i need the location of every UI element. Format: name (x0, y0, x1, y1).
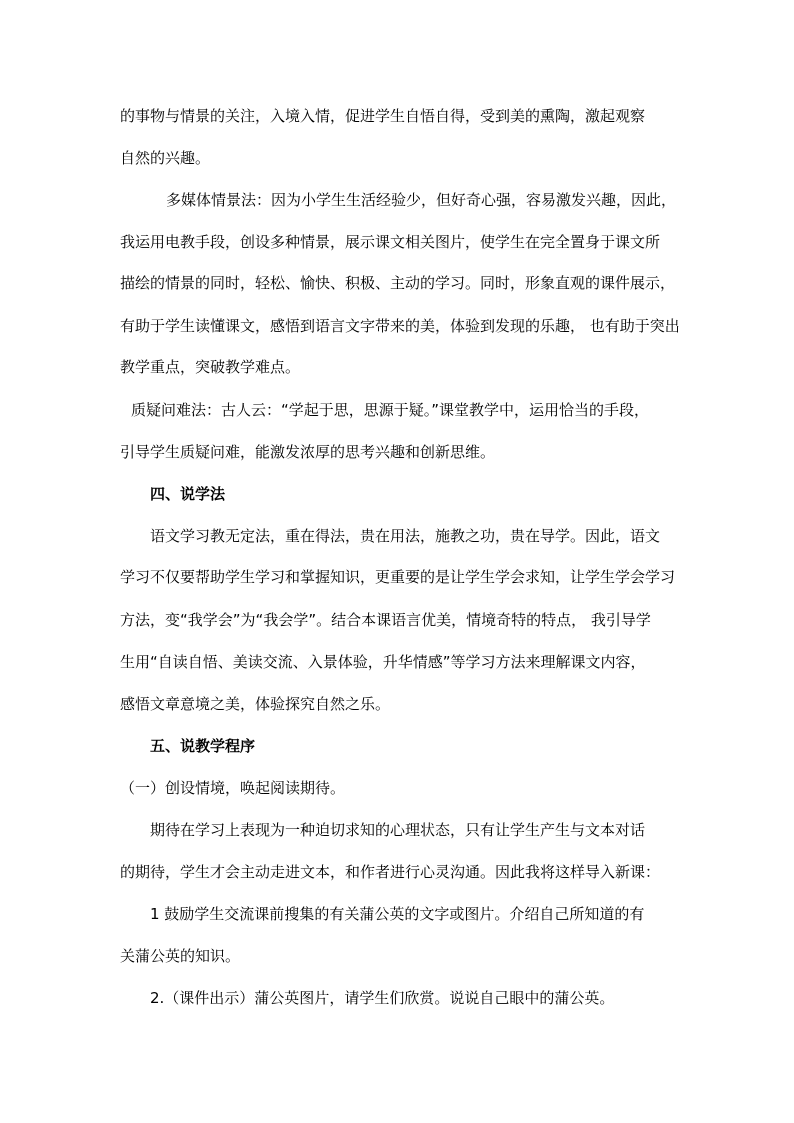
paragraph-line: 质疑问难法：古人云：“学起于思，思源于疑。”课堂教学中，运用恰当的手段， (131, 401, 650, 419)
paragraph-line: 多媒体情景法：因为小学生生活经验少，但好奇心强，容易激发兴趣，因此， (166, 191, 677, 209)
section-heading: 四、说学法 (150, 485, 226, 503)
paragraph-line: 的事物与情景的关注，入境入情，促进学生自悟自得，受到美的熏陶，激起观察 (120, 107, 646, 125)
paragraph-line: 教学重点，突破教学难点。 (120, 358, 301, 376)
paragraph-line: 自然的兴趣。 (120, 149, 211, 167)
paragraph-line: 2.（课件出示）蒲公英图片，请学生们欣赏。说说自己眼中的蒲公英。 (150, 989, 615, 1007)
paragraph-line: 关蒲公英的知识。 (120, 947, 241, 965)
paragraph-line: （一）创设情境，唤起阅读期待。 (120, 779, 346, 797)
paragraph-line: 生用“自读自悟、美读交流、入景体验，升华情感”等学习方法来理解课文内容， (120, 653, 646, 671)
paragraph-line: 有助于学生读懂课文，感悟到语言文字带来的美，体验到发现的乐趣， 也有助于突出 (120, 317, 680, 335)
paragraph-line: 语文学习教无定法，重在得法，贵在用法，施教之功，贵在导学。因此，语文 (150, 527, 661, 545)
paragraph-line: 感悟文章意境之美，体验探究自然之乐。 (120, 695, 391, 713)
paragraph-line: 描绘的情景的同时，轻松、愉快、积极、主动的学习。同时，形象直观的课件展示， (120, 274, 676, 292)
paragraph-line: 期待在学习上表现为一种迫切求知的心理状态，只有让学生产生与文本对话 (150, 821, 646, 839)
paragraph-line: 方法，变“我学会”为“我会学”。结合本课语言优美，情境奇特的特点， 我引导学 (120, 611, 651, 629)
paragraph-line: 引导学生质疑问难，能激发浓厚的思考兴趣和创新思维。 (120, 443, 496, 461)
section-heading: 五、说教学程序 (150, 737, 256, 755)
paragraph-line: 我运用电教手段，创设多种情景，展示课文相关图片，使学生在完全置身于课文所 (120, 233, 661, 251)
paragraph-line: 1 鼓励学生交流课前搜集的有关蒲公英的文字或图片。介绍自己所知道的有 (150, 905, 645, 923)
paragraph-line: 的期待，学生才会主动走进文本，和作者进行心灵沟通。因此我将这样导入新课： (120, 863, 661, 881)
paragraph-line: 学习不仅要帮助学生学习和掌握知识，更重要的是让学生学会求知，让学生学会学习 (120, 568, 676, 586)
